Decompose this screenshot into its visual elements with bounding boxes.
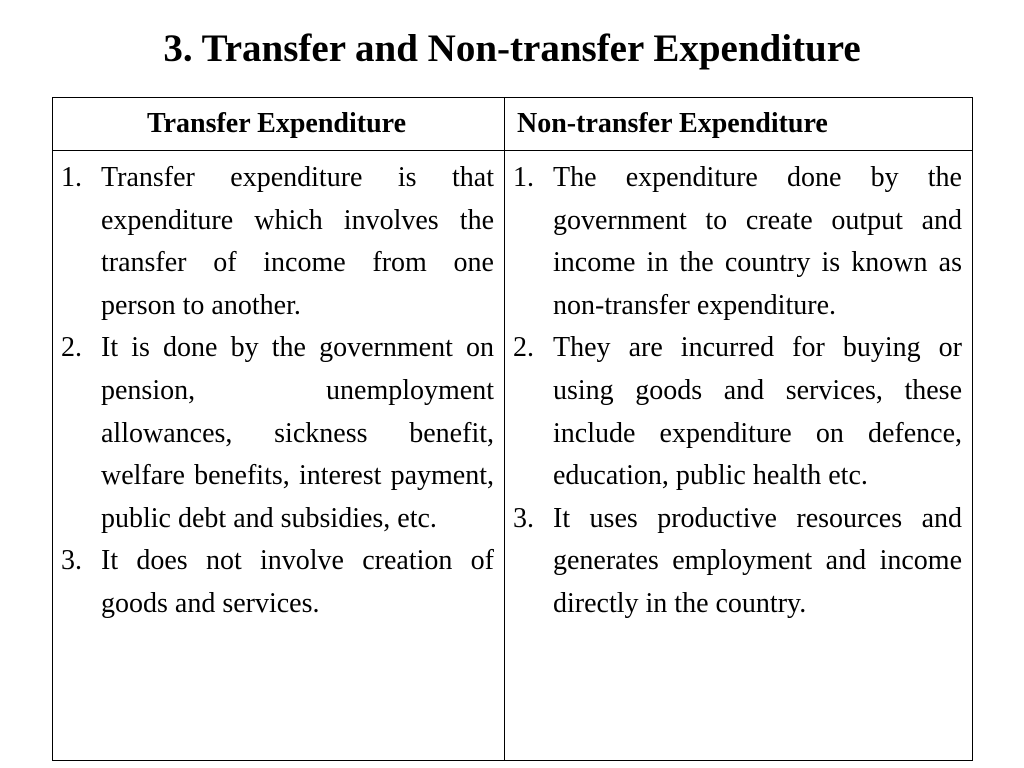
list-item [61,157,494,327]
non-transfer-points-cell [505,151,973,761]
point-number: 1. [513,162,534,193]
point-number: 2. [513,332,534,364]
list-item [513,157,962,327]
comparison-table [52,97,973,761]
point-number: 1. [61,162,82,193]
point-text: It is done by the government on pension, unemployment allowances, sickness benefit, welfare benefits, interest payment, public debt and subsidies, etc. [101,332,494,534]
point-text: They are incurred for buying or using goods and services, these include expenditure on defence, education, public health etc. [553,332,962,492]
transfer-points-list [61,157,494,626]
transfer-points-cell [53,151,505,761]
header-non-transfer-expenditure: Non-transfer Expenditure [505,98,973,151]
list-item [61,540,494,625]
list-item [61,327,494,540]
point-text: It uses productive resources and generates employment and income directly in the country. [553,502,962,619]
point-text: The expenditure done by the government to create output and income in the country is known as non-transfer expenditure. [553,162,962,321]
list-item [513,327,962,497]
header-transfer-expenditure: Transfer Expenditure [53,98,505,151]
point-number: 3. [513,502,534,534]
point-number: 3. [61,545,82,577]
slide-title: 3. Transfer and Non-transfer Expenditure [163,27,861,70]
non-transfer-points-list [513,157,962,626]
table-header-row [53,98,973,151]
list-item [513,498,962,626]
point-text: Transfer expenditure is that expenditure which involves the transfer of income from one person to another. [101,162,494,321]
table-body-row [53,151,973,761]
point-number: 2. [61,332,82,364]
point-text: It does not involve creation of goods and services. [101,545,494,619]
